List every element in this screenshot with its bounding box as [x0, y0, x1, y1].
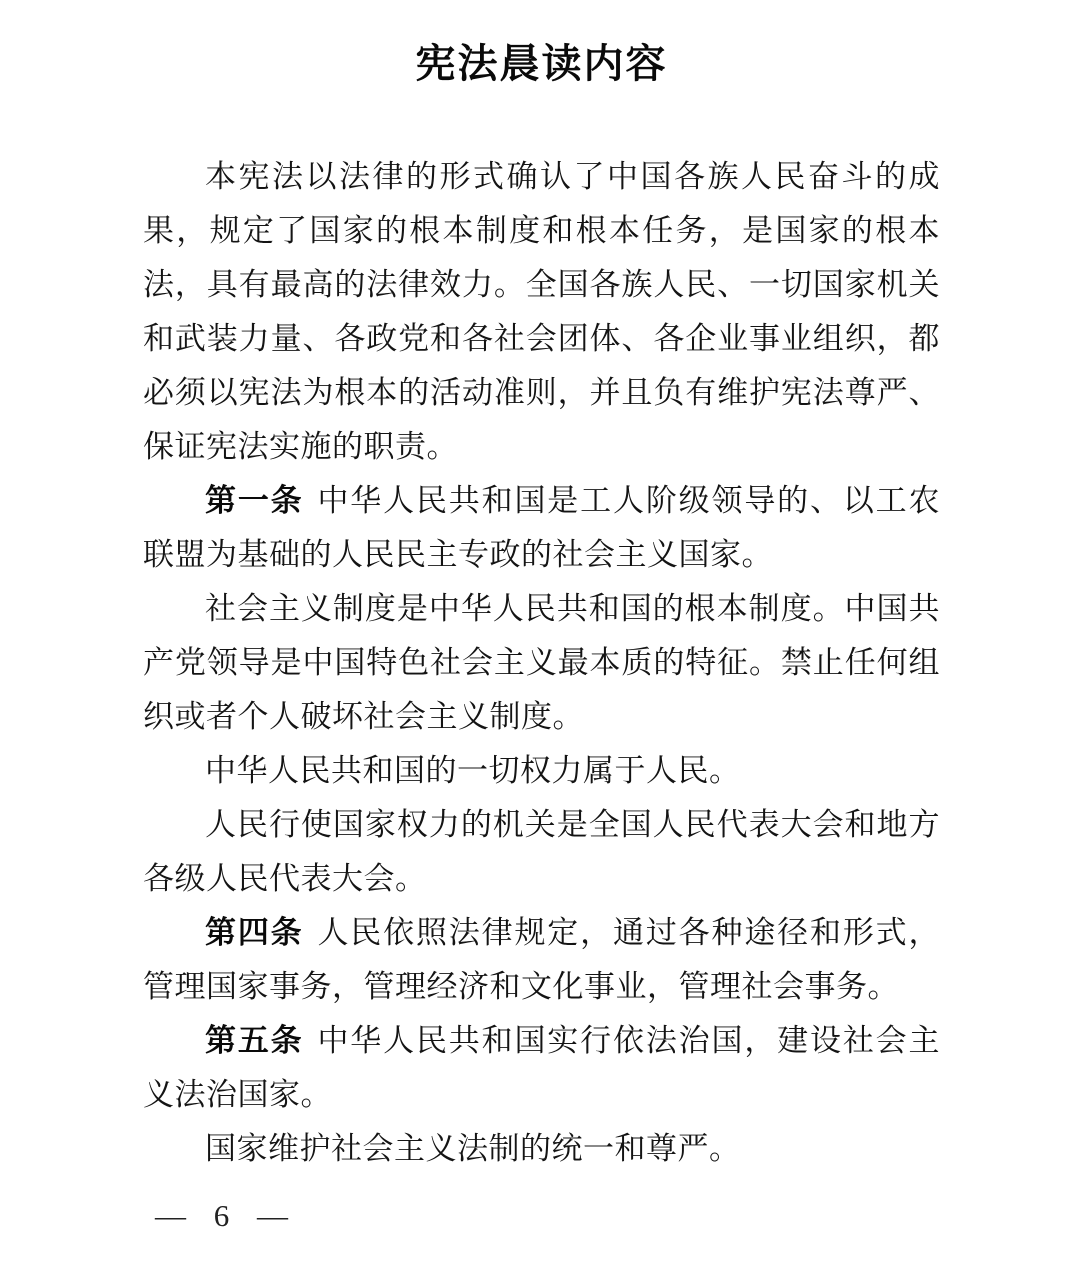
paragraph: [143, 1122, 940, 1176]
paragraph-text: 中华人民共和国实行依法治国，建设社会主义法治国家。: [143, 1023, 941, 1112]
paragraph: [143, 1014, 940, 1122]
paragraph: [143, 906, 940, 1014]
paragraph: [143, 150, 940, 474]
article-number: 第四条: [205, 915, 304, 950]
article-number: 第一条: [205, 483, 304, 518]
page-title: 宪法晨读内容: [415, 41, 668, 86]
paragraph-text: 中华人民共和国是工人阶级领导的、以工农联盟为基础的人民民主专政的社会主义国家。: [143, 483, 941, 572]
paragraph-text: 人民行使国家权力的机关是全国人民代表大会和地方各级人民代表大会。: [143, 807, 940, 896]
paragraph-text: 中华人民共和国的一切权力属于人民。: [205, 753, 741, 788]
paragraph: [143, 744, 940, 798]
page-number: — 6 —: [155, 1198, 298, 1233]
paragraph-text: 社会主义制度是中华人民共和国的根本制度。中国共产党领导是中国特色社会主义最本质的特征。禁止任何组织或者个人破坏社会主义制度。: [143, 591, 940, 734]
paragraph: [143, 798, 940, 906]
article-number: 第五条: [205, 1023, 304, 1058]
paragraph: [143, 582, 940, 744]
paragraph-text: 国家维护社会主义法制的统一和尊严。: [205, 1131, 741, 1166]
paragraph-text: 人民依照法律规定，通过各种途径和形式，管理国家事务，管理经济和文化事业，管理社会事务。: [143, 915, 941, 1004]
paragraph-text: 本宪法以法律的形式确认了中国各族人民奋斗的成果，规定了国家的根本制度和根本任务，是国家的根本法，具有最高的法律效力。全国各族人民、一切国家机关和武装力量、各政党和各社会团体、各企业事业组织，都必须以宪法为根本的活动准则，并且负有维护宪法尊严、保证宪法实施的职责。: [143, 159, 940, 464]
paragraph: [143, 474, 940, 582]
document-body: [143, 150, 940, 1176]
